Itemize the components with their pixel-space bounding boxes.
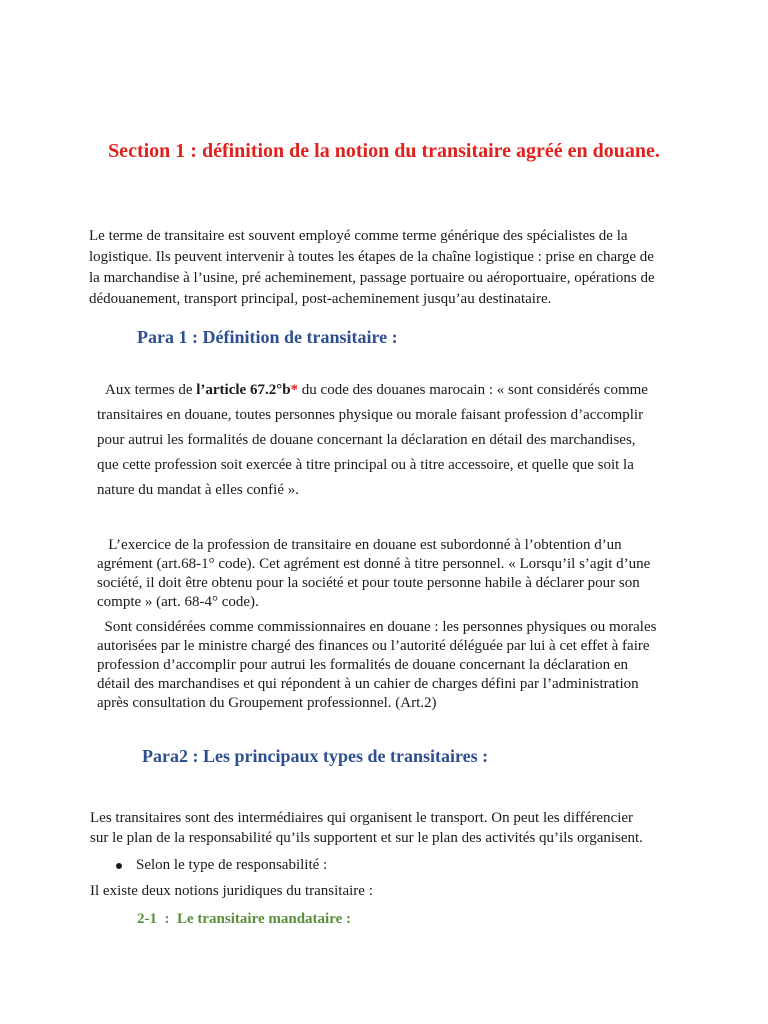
para2-line-2: sur le plan de la responsabilité qu’ils supportent et sur le plan des activités qu’ils organisent. [90,830,643,846]
section-title: Section 1 : définition de la notion du transitaire agréé en douane. [108,140,660,162]
notions-line: Il existe deux notions juridiques du transitaire : [90,883,373,899]
definition-line-4: nature du mandat à elles confié ». [97,482,300,498]
definition-line-2: pour autrui les formalités de douane concernant la déclaration en détail des marchandises, [97,432,636,448]
footnote-star: * [290,382,299,398]
exercice-line-3: société, il doit être obtenu pour la société et pour toute personne habile à déclarer pour son [97,575,640,591]
intro-line-2: logistique. Ils peuvent intervenir à toutes les étapes de la chaîne logistique : prise en charge de [89,249,654,265]
exercice-line-4: compte » (art. 68-4° code). [97,594,259,610]
intro-line-4: dédouanement, transport principal, post-acheminement jusqu’au destinataire. [89,291,552,307]
exercice-line-1: L’exercice de la profession de transitaire en douane est subordonné à l’obtention d’un [97,537,622,553]
para2-title: Para2 : Les principaux types de transitaires : [142,746,489,766]
exercice-line-2: agrément (art.68-1° code). Cet agrément est donné à titre personnel. « Lorsqu’il s’agit d’une [97,556,651,572]
bullet-dot-icon [116,863,122,869]
article-reference: l’article 67.2°b [196,382,291,398]
intro-line-1: Le terme de transitaire est souvent employé comme terme générique des spécialistes de la [89,228,628,244]
commissionnaires-line-2: autorisées par le ministre chargé des finances ou l’autorité déléguée par lui à cet effet à faire [97,638,650,654]
commissionnaires-line-1: Sont considérées comme commissionnaires en douane : les personnes physiques ou morales [97,619,657,635]
para1-title: Para 1 : Définition de transitaire : [137,327,398,347]
intro-line-3: la marchandise à l’usine, pré acheminement, passage portuaire ou aéroportuaire, opérations de [89,270,655,286]
article-rest: du code des douanes marocain : « sont considérés comme [298,382,648,398]
bullet-item [116,855,327,876]
commissionnaires-line-3: profession d’accomplir pour autrui les formalités de douane concernant la déclaration en [97,657,629,673]
commissionnaires-line-4: détail des marchandises et qui répondent à un cahier de charges défini par l’administration [97,676,639,692]
bullet-text: Selon le type de responsabilité : [136,857,328,873]
definition-line-3: que cette profession soit exercée à titre principal ou à titre accessoire, et quelle que soit la [97,457,634,473]
definition-line-1: transitaires en douane, toutes personnes physique ou morale faisant profession d’accomplir [97,407,644,423]
para2-line-1: Les transitaires sont des intermédiaires qui organisent le transport. On peut les différencier [90,810,634,826]
article-line [105,380,648,401]
commissionnaires-line-5: après consultation du Groupement professionnel. (Art.2) [97,695,437,711]
subsection-title: 2-1 : Le transitaire mandataire : [137,911,351,927]
article-prefix: Aux termes de [105,382,197,398]
